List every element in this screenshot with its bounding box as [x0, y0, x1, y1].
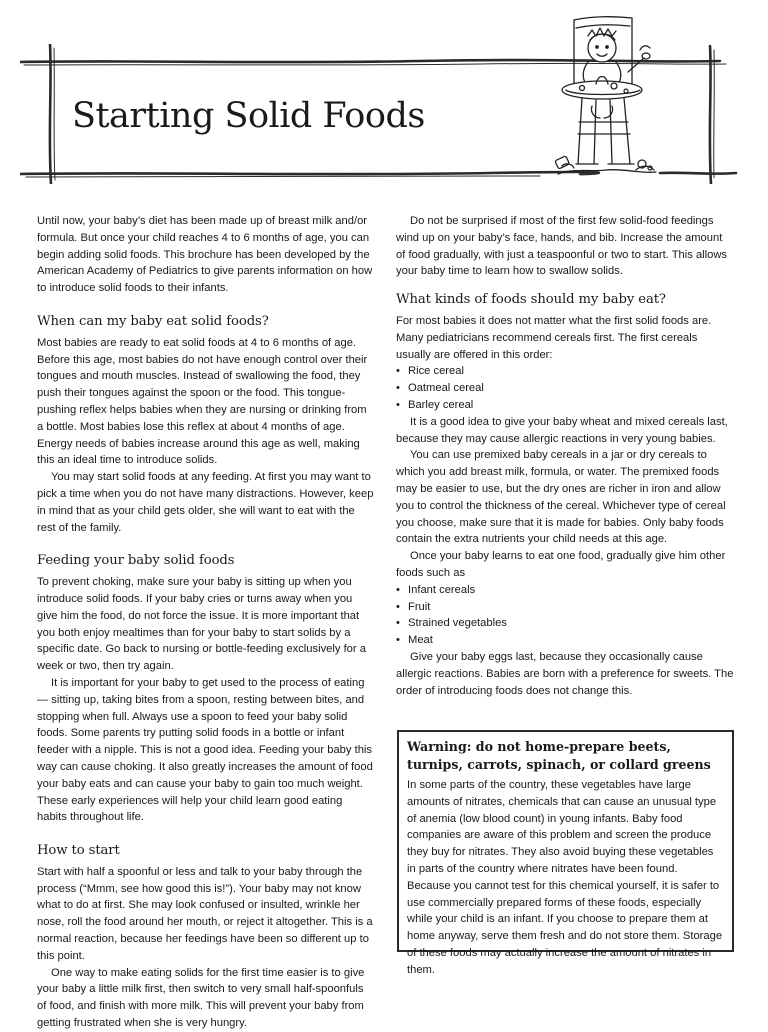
- cereal-list: [396, 363, 734, 413]
- section-heading-feeding: Feeding your baby solid foods: [37, 553, 235, 569]
- kinds-paragraph-3: You can use premixed baby cereals in a jar or dry cereals to which you add breast milk, formula, or water. The premixed foods may be easier to use, but the dry ones are richer in iron and allow you to control the thickness of the cereal. Whichever type of cereal you choose, make sure that it is made for babies. Only baby foods contain the extra nutrients your child needs at this age.: [396, 449, 726, 546]
- baby-high-chair-icon: [552, 14, 660, 182]
- how-paragraph-2: One way to make eating solids for the first time easier is to give your baby a little milk first, then switch to very small half-spoonfuls of food, and finish with more milk. This will prevent your baby from getting frustrated when she is very hungry.: [37, 966, 365, 1030]
- other-foods-list: [396, 582, 734, 649]
- intro-paragraph: Until now, your baby’s diet has been made up of breast milk and/or formula. But once your child reaches 4 to 6 months of age, you can begin adding solid foods. This brochure has been developed by the American Academy of Pediatrics to give parents information on how to introduce solid foods to their infants.: [37, 215, 373, 295]
- how-paragraph-1: Start with half a spoonful or less and talk to your baby through the process (“Mmm, see how good this is!”). Your baby may not know what to do at first. She may look confused or insulted, wrinkle her nose, roll the food around her mouth, or reject it altogether. This is a normal reaction, because her feedings have been so different up to this point.: [37, 865, 373, 962]
- list-item: • Barley cereal: [396, 397, 734, 414]
- right-intro-paragraph: Do not be surprised if most of the first few solid-food feedings wind up on your baby’s face, hands, and bib. Increase the amount of food gradually, with just a teaspoonful or two to start. This allows your baby time to learn how to swallow solids.: [396, 215, 728, 278]
- section-heading-when: When can my baby eat solid foods?: [37, 313, 269, 329]
- left-column: [37, 213, 375, 1032]
- when-paragraph-2: You may start solid foods at any feeding. At first you may want to pick a time when you do not have many distractions. However, keep in mind that as your child gets older, she will want to eat with the rest of the family.: [37, 471, 374, 534]
- list-item: • Fruit: [396, 599, 734, 616]
- kinds-paragraph-2: It is a good idea to give your baby wheat and mixed cereals last, because they may cause allergic reactions in very young babies.: [396, 415, 728, 445]
- list-item: • Meat: [396, 632, 734, 649]
- list-item: • Strained vegetables: [396, 615, 734, 632]
- when-paragraph-1: Most babies are ready to eat solid foods at 4 to 6 months of age. Before this age, most babies do not have enough control over their tongues and mouth muscles. Instead of swallowing the food, they push their tongues against the spoon or the food. This tongue-pushing reflex helps babies when they are nursing or drinking from a bottle. Most babies lose this reflex at about 4 months of age. Energy needs of babies increase around this age as well, making this an ideal time to introduce solids.: [37, 336, 368, 467]
- kinds-paragraph-4: Once your baby learns to eat one food, gradually give him other foods such as: [396, 550, 726, 579]
- page-title: Starting Solid Foods: [72, 96, 425, 136]
- kinds-paragraph-5: Give your baby eggs last, because they occasionally cause allergic reactions. Babies are born with a preference for sweets. The order of introducing foods does not change this.: [396, 650, 734, 697]
- list-item: • Infant cereals: [396, 582, 734, 599]
- list-item: • Rice cereal: [396, 363, 734, 380]
- list-item: • Oatmeal cereal: [396, 380, 734, 397]
- warning-box: [397, 730, 734, 976]
- right-column: [396, 213, 734, 699]
- feeding-paragraph-1: To prevent choking, make sure your baby is sitting up when you introduce solid foods. If your baby cries or turns away when you give him the food, do not force the issue. It is more important that you both enjoy mealtimes than for your baby to start solids by a specific date. Go back to nursing or bottle-feeding exclusively for a week or two, then try again.: [37, 576, 366, 673]
- section-heading-how: How to start: [37, 843, 120, 859]
- feeding-paragraph-2: It is important for your baby to get used to the process of eating — sitting up, taking bites from a spoon, resting between bites, and stopping when full. Always use a spoon to feed your baby solid foods. Some parents try putting solid foods in a bottle or infant feeder with a nipple. This is not a good idea. Feeding your baby this way can cause choking. It also greatly increases the amount of food your baby eats and can cause your baby to gain too much weight. These early experiences will help your child learn good eating habits throughout life.: [37, 676, 373, 824]
- warning-body: In some parts of the country, these vegetables have large amounts of nitrates, chemicals that can cause an unusual type of anemia (low blood count) in young infants. Baby food companies are aware of this problem and screen the produce they buy for nitrates. They also avoid buying these vegetables in parts of the country where nitrates have been found. Because you cannot test for this chemical yourself, it is safer to use commercially prepared forms of these foods, especially while your child is an infant. If you choose to prepare them at home anyway, serve them fresh and do not store them. Storage of these foods may actually increase the amount of nitrates in them.: [407, 779, 723, 976]
- warning-heading: Warning: do not home-prepare beets, turnips, carrots, spinach, or collard greens: [407, 739, 711, 772]
- kinds-paragraph-1: For most babies it does not matter what the first solid foods are. Many pediatricians recommend cereals first. The first cereals usually are offered in this order:: [396, 314, 712, 361]
- section-heading-kinds: What kinds of foods should my baby eat?: [396, 292, 666, 308]
